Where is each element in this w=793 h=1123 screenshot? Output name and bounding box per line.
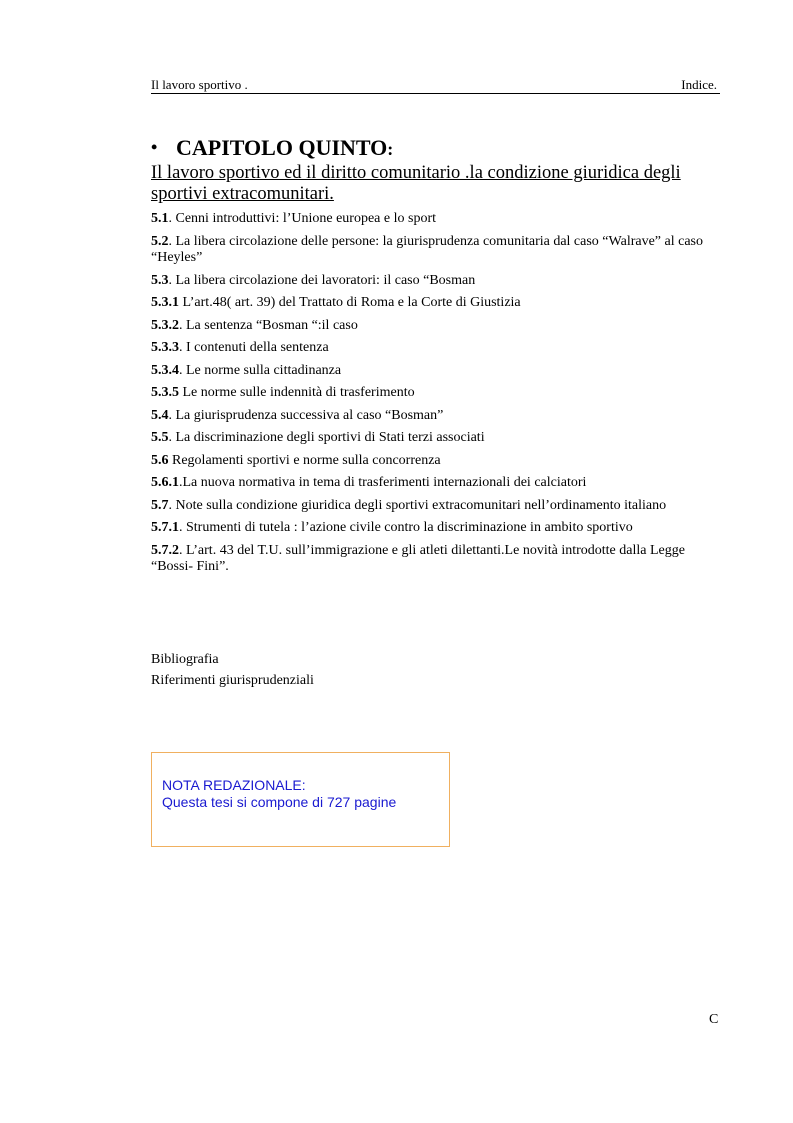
chapter-colon: :	[387, 139, 394, 159]
table-of-contents	[151, 211, 721, 582]
toc-entry-text: .La nuova normativa in tema di trasferimenti internazionali dei calciatori	[179, 475, 587, 490]
bullet-icon: •	[151, 137, 158, 157]
header-title: Il lavoro sportivo .	[151, 77, 248, 92]
toc-entry-text: . L’art. 43 del T.U. sull’immigrazione e gli atleti dilettanti.Le novità introdotte dalla Legge “Bossi- Fini”.	[151, 542, 685, 574]
toc-entry-text: L’art.48( art. 39) del Trattato di Roma e la Corte di Giustizia	[179, 295, 521, 310]
editorial-note-text	[162, 777, 396, 811]
toc-entry-number: 5.2	[151, 233, 169, 249]
chapter-title: CAPITOLO QUINTO	[176, 135, 388, 160]
toc-entry-text: . Cenni introduttivi: l’Unione europea e lo sport	[168, 211, 437, 226]
toc-entry-text: Regolamenti sportivi e norme sulla concorrenza	[168, 452, 441, 468]
toc-entry-text: . La sentenza “Bosman “:il caso	[179, 317, 358, 333]
toc-entry	[151, 211, 721, 228]
case-law-label: Riferimenti giurisprudenziali	[151, 673, 314, 688]
toc-entry-number: 5.3	[151, 272, 169, 288]
toc-entry-number: 5.1	[151, 211, 169, 226]
toc-entry-number: 5.7	[151, 497, 169, 513]
toc-entry-text: . La discriminazione degli sportivi di Stati terzi associati	[168, 430, 485, 445]
toc-entry	[151, 234, 721, 267]
toc-entry-number: 5.7.1	[151, 520, 179, 535]
toc-entry	[151, 318, 721, 335]
toc-entry-text: . Strumenti di tutela : l’azione civile contro la discriminazione in ambito sportivo	[179, 520, 633, 535]
toc-entry-text: . Le norme sulla cittadinanza	[179, 362, 342, 378]
toc-entry	[151, 543, 721, 576]
toc-entry-text: . La libera circolazione dei lavoratori: il caso “Bosman	[168, 272, 476, 288]
editorial-note-body: Questa tesi si compone di 727 pagine	[162, 794, 397, 810]
toc-entry	[151, 453, 721, 470]
toc-entry-number: 5.6.1	[151, 475, 179, 490]
toc-entry-number: 5.3.2	[151, 317, 179, 333]
toc-entry	[151, 340, 721, 357]
toc-entry-text: Le norme sulle indennità di trasferimento	[179, 385, 415, 400]
toc-entry	[151, 273, 721, 290]
toc-entry	[151, 498, 721, 515]
toc-entry-number: 5.4	[151, 407, 169, 423]
editorial-note-box	[151, 752, 450, 847]
toc-entry-text: . La libera circolazione delle persone: la giurisprudenza comunitaria dal caso “Walrave” al caso “Heyles”	[151, 233, 704, 265]
toc-entry	[151, 295, 721, 312]
chapter-heading	[151, 135, 393, 161]
header-section: Indice.	[681, 77, 717, 92]
toc-entry-number: 5.7.2	[151, 542, 179, 558]
toc-entry	[151, 385, 721, 402]
toc-entry-text: . Note sulla condizione giuridica degli sportivi extracomunitari nell’ordinamento italiano	[168, 497, 667, 513]
editorial-note-heading: NOTA REDAZIONALE:	[162, 777, 306, 793]
chapter-subtitle: Il lavoro sportivo ed il diritto comunitario .la condizione giuridica degli sportivi extracomunitari.	[151, 163, 681, 204]
toc-entry-text: . La giurisprudenza successiva al caso “Bosman”	[168, 407, 444, 423]
toc-entry-number: 5.3.3	[151, 340, 179, 355]
toc-entry-number: 5.3.5	[151, 385, 179, 400]
bibliography-label: Bibliografia	[151, 652, 219, 667]
running-header	[151, 76, 720, 94]
back-matter	[151, 649, 314, 691]
toc-entry	[151, 520, 721, 537]
page-number: C	[709, 1012, 719, 1027]
toc-entry-number: 5.6	[151, 452, 169, 468]
toc-entry	[151, 408, 721, 425]
toc-entry-number: 5.3.1	[151, 295, 179, 310]
toc-entry	[151, 363, 721, 380]
toc-entry-number: 5.5	[151, 430, 169, 445]
toc-entry	[151, 430, 721, 447]
toc-entry	[151, 475, 721, 492]
toc-entry-number: 5.3.4	[151, 362, 179, 378]
toc-entry-text: . I contenuti della sentenza	[179, 340, 329, 355]
